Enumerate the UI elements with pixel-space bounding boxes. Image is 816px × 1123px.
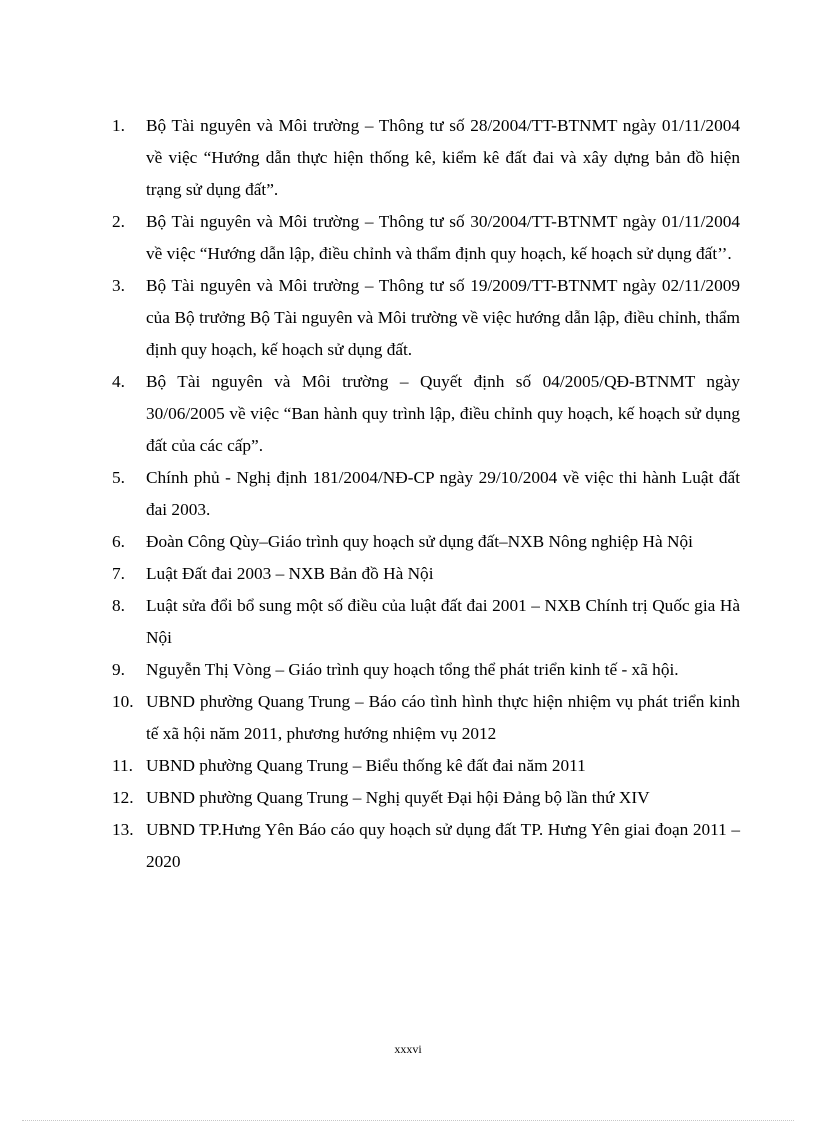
reference-item bbox=[112, 558, 740, 590]
reference-number: 7. bbox=[112, 564, 125, 583]
reference-item bbox=[112, 526, 740, 558]
reference-item bbox=[112, 270, 740, 366]
reference-item bbox=[112, 366, 740, 462]
reference-number: 2. bbox=[112, 212, 125, 231]
reference-item bbox=[112, 782, 740, 814]
reference-number: 8. bbox=[112, 596, 125, 615]
reference-text: UBND TP.Hưng Yên Báo cáo quy hoạch sử dụng đất TP. Hưng Yên giai đoạn 2011 – 2020 bbox=[146, 820, 740, 871]
reference-text: Đoàn Công Qùy–Giáo trình quy hoạch sử dụng đất–NXB Nông nghiệp Hà Nội bbox=[146, 532, 693, 551]
reference-list bbox=[112, 110, 740, 878]
reference-item bbox=[112, 686, 740, 750]
reference-number: 9. bbox=[112, 660, 125, 679]
reference-number: 3. bbox=[112, 276, 125, 295]
reference-number: 12. bbox=[112, 788, 134, 807]
reference-item bbox=[112, 750, 740, 782]
reference-item bbox=[112, 654, 740, 686]
reference-number: 10. bbox=[112, 692, 134, 711]
reference-item bbox=[112, 590, 740, 654]
reference-text: Bộ Tài nguyên và Môi trường – Thông tư số 28/2004/TT-BTNMT ngày 01/11/2004 về việc “Hướng dẫn thực hiện thống kê, kiểm kê đất đai và xây dựng bản đồ hiện trạng sử dụng đất”. bbox=[146, 116, 740, 199]
reference-item bbox=[112, 814, 740, 878]
reference-item bbox=[112, 110, 740, 206]
reference-item bbox=[112, 206, 740, 270]
reference-text: Nguyễn Thị Vòng – Giáo trình quy hoạch tổng thể phát triển kinh tế - xã hội. bbox=[146, 660, 679, 679]
reference-text: Luật sửa đổi bổ sung một số điều của luật đất đai 2001 – NXB Chính trị Quốc gia Hà Nội bbox=[146, 596, 740, 647]
reference-number: 5. bbox=[112, 468, 125, 487]
page-bottom-divider bbox=[22, 1120, 794, 1121]
reference-text: Luật Đất đai 2003 – NXB Bản đồ Hà Nội bbox=[146, 564, 434, 583]
reference-number: 13. bbox=[112, 820, 134, 839]
page-number: xxxvi bbox=[394, 1042, 422, 1056]
reference-item bbox=[112, 462, 740, 526]
reference-number: 1. bbox=[112, 116, 125, 135]
reference-text: UBND phường Quang Trung – Báo cáo tình hình thực hiện nhiệm vụ phát triển kinh tế xã hội năm 2011, phương hướng nhiệm vụ 2012 bbox=[146, 692, 740, 743]
reference-text: UBND phường Quang Trung – Biểu thống kê đất đai năm 2011 bbox=[146, 756, 586, 775]
reference-text: Bộ Tài nguyên và Môi trường – Quyết định số 04/2005/QĐ-BTNMT ngày 30/06/2005 về việc “Ban hành quy trình lập, điều chỉnh quy hoạch, kế hoạch sử dụng đất của các cấp”. bbox=[146, 372, 740, 455]
reference-text: Chính phủ - Nghị định 181/2004/NĐ-CP ngày 29/10/2004 về việc thi hành Luật đất đai 2003. bbox=[146, 468, 740, 519]
reference-number: 6. bbox=[112, 532, 125, 551]
reference-number: 11. bbox=[112, 756, 133, 775]
reference-number: 4. bbox=[112, 372, 125, 391]
reference-text: Bộ Tài nguyên và Môi trường – Thông tư số 30/2004/TT-BTNMT ngày 01/11/2004 về việc “Hướng dẫn lập, điều chỉnh và thẩm định quy hoạch, kế hoạch sử dụng đất’’. bbox=[146, 212, 740, 263]
reference-text: Bộ Tài nguyên và Môi trường – Thông tư số 19/2009/TT-BTNMT ngày 02/11/2009 của Bộ trưởng Bộ Tài nguyên và Môi trường về việc hướng dẫn lập, điều chỉnh, thẩm định quy hoạch, kế hoạch sử dụng đất. bbox=[146, 276, 740, 359]
reference-text: UBND phường Quang Trung – Nghị quyết Đại hội Đảng bộ lần thứ XIV bbox=[146, 788, 650, 807]
